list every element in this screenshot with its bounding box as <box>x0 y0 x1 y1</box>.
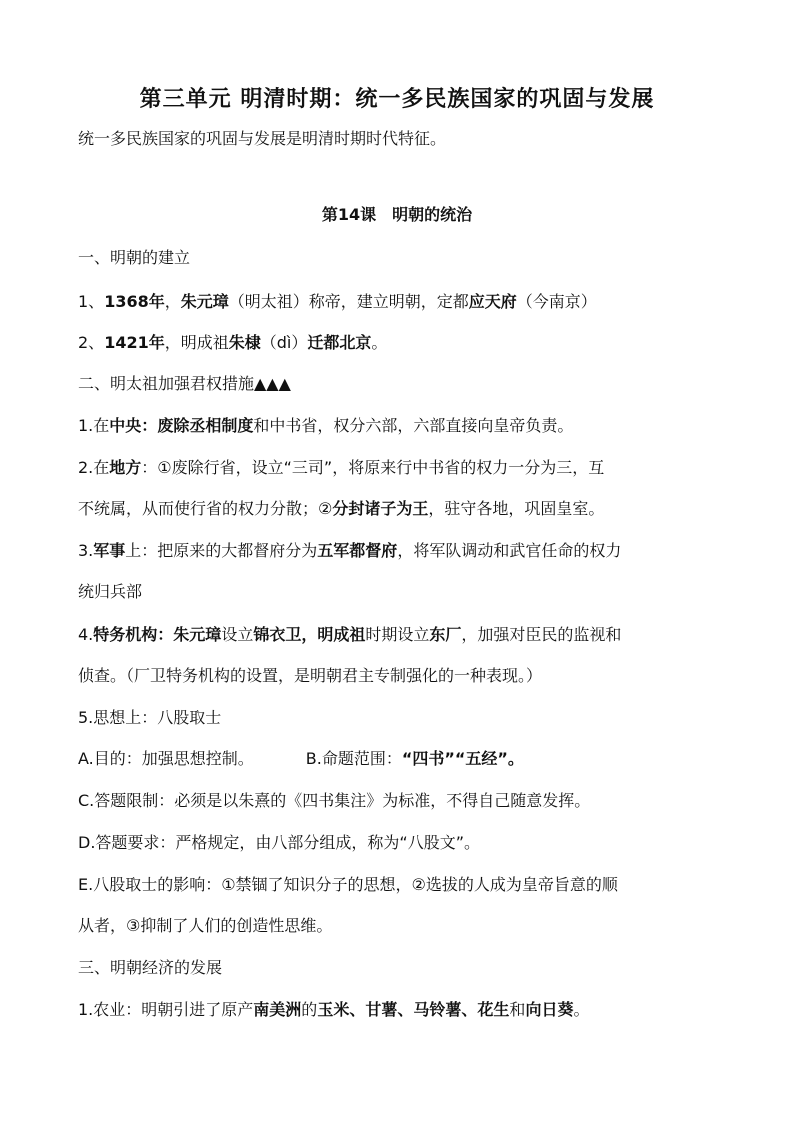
paragraph-2-2a: 2.在地方：①废除行省，设立“三司”，将原来行中书省的权力一分为三，互 <box>78 458 605 477</box>
paragraph-2-4a: 4.特务机构：朱元璋设立锦衣卫，明成祖时期设立东厂，加强对臣民的监视和 <box>78 625 622 644</box>
paragraph-2-5-eb: 从者，③抑制了人们的创造性思维。 <box>78 916 333 935</box>
paragraph-2-5-d: D.答题要求：严格规定，由八部分组成，称为“八股文”。 <box>78 833 480 852</box>
paragraph-3-1: 1.农业：明朝引进了原产南美洲的玉米、甘薯、马铃薯、花生和向日葵。 <box>78 1000 590 1019</box>
paragraph-2-4b: 侦查。（厂卫特务机构的设置，是明朝君主专制强化的一种表现。） <box>78 666 543 685</box>
paragraph-2-2b: 不统属，从而使行省的权力分散；②分封诸子为王，驻守各地，巩固皇室。 <box>78 499 605 518</box>
section-heading-1: 一、明朝的建立 <box>78 248 191 267</box>
paragraph-2-3b: 统归兵部 <box>78 582 143 601</box>
paragraph-2-3a: 3.军事上：把原来的大都督府分为五军都督府，将军队调动和武官任命的权力 <box>78 541 622 560</box>
section-heading-3: 三、明朝经济的发展 <box>78 958 223 977</box>
unit-subtitle: 统一多民族国家的巩固与发展是明清时期时代特征。 <box>78 129 447 148</box>
unit-title: 第三单元 明清时期：统一多民族国家的巩固与发展 <box>139 87 655 112</box>
paragraph-2-1: 1.在中央：废除丞相制度和中书省，权分六部，六部直接向皇帝负责。 <box>78 416 574 435</box>
paragraph-2-5-c: C.答题限制：必须是以朱熹的《四书集注》为标准，不得自己随意发挥。 <box>78 791 591 810</box>
lesson-title: 第14课 明朝的统治 <box>321 205 473 224</box>
paragraph-1-2: 2、1421年，明成祖朱棣（dì）迁都北京。 <box>78 333 388 352</box>
section-heading-2: 二、明太祖加强君权措施▲▲▲ <box>78 374 291 393</box>
paragraph-1-1: 1、1368年，朱元璋（明太祖）称帝，建立明朝，定都应天府（今南京） <box>78 292 597 311</box>
paragraph-2-5: 5.思想上：八股取士 <box>78 708 222 727</box>
paragraph-2-5-ea: E.八股取士的影响：①禁锢了知识分子的思想，②选拔的人成为皇帝旨意的顺 <box>78 875 618 894</box>
paragraph-2-5-ab: A.目的：加强思想控制。 B.命题范围：“四书”“五经”。 <box>78 749 524 768</box>
